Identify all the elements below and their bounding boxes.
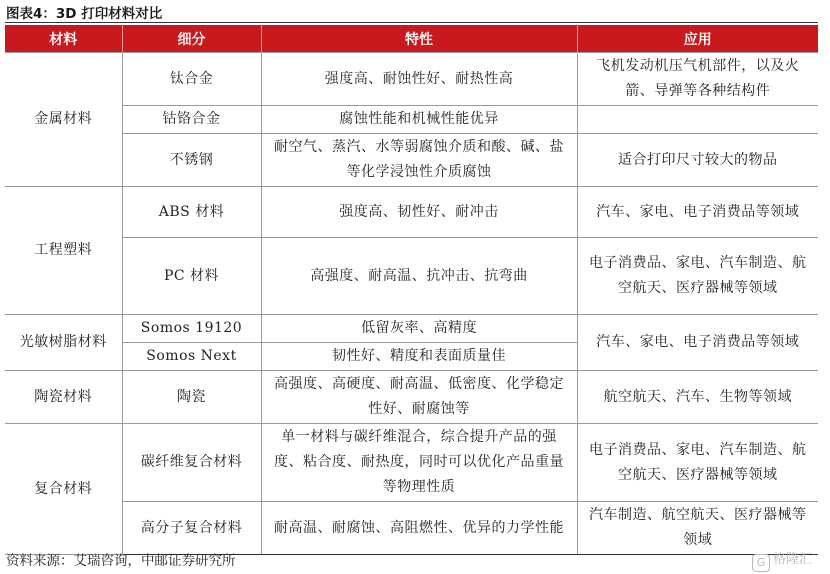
subcategory-cell: Somos Next [122, 343, 261, 371]
application-cell: 电子消费品、家电、汽车制造、航空航天、医疗器械等领域 [577, 424, 818, 502]
feature-cell: 腐蚀性能和机械性能优异 [261, 106, 577, 134]
subcategory-cell: 不锈钢 [122, 134, 261, 187]
application-cell: 汽车制造、航空航天、医疗器械等领域 [577, 502, 818, 555]
table-row [5, 371, 818, 424]
watermark-text: 格隆汇 [773, 552, 813, 567]
material-cell: 金属材料 [5, 53, 122, 187]
application-cell [577, 106, 818, 134]
application-cell: 汽车、家电、电子消费品等领域 [577, 187, 818, 238]
material-cell: 光敏树脂材料 [5, 315, 122, 371]
source-note: 资料来源：艾瑞咨询，中邮证券研究所 [6, 553, 236, 569]
subcategory-cell: 钴铬合金 [122, 106, 261, 134]
subcategory-cell: 高分子复合材料 [122, 502, 261, 555]
header-subcategory: 细分 [122, 25, 261, 53]
header-application: 应用 [577, 25, 818, 53]
subcategory-cell: ABS 材料 [122, 187, 261, 238]
feature-cell: 耐空气、蒸汽、水等弱腐蚀介质和酸、碱、盐等化学浸蚀性介质腐蚀 [261, 134, 577, 187]
table-row [5, 238, 818, 315]
watermark [752, 548, 812, 572]
feature-cell: 耐高温、耐腐蚀、高阻燃性、优异的力学性能 [261, 502, 577, 555]
material-cell: 复合材料 [5, 424, 122, 555]
feature-cell: 高强度、耐高温、抗冲击、抗弯曲 [261, 238, 577, 315]
application-cell: 适合打印尺寸较大的物品 [577, 134, 818, 187]
table-row [5, 106, 818, 134]
application-cell: 航空航天、汽车、生物等领域 [577, 371, 818, 424]
subcategory-cell: 陶瓷 [122, 371, 261, 424]
feature-cell: 强度高、耐蚀性好、耐热性高 [261, 53, 577, 106]
subcategory-cell: 钛合金 [122, 53, 261, 106]
subcategory-cell: Somos 19120 [122, 315, 261, 343]
feature-cell: 低留灰率、高精度 [261, 315, 577, 343]
application-cell: 汽车、家电、电子消费品等领域 [577, 315, 818, 371]
application-cell: 飞机发动机压气机部件，以及火箭、导弹等各种结构件 [577, 53, 818, 106]
table-row [5, 53, 818, 106]
materials-table [5, 25, 818, 555]
figure-title: 图表4：3D 打印材料对比 [6, 6, 163, 22]
table-row [5, 134, 818, 187]
table-row [5, 424, 818, 502]
feature-cell: 强度高、韧性好、耐冲击 [261, 187, 577, 238]
subcategory-cell: PC 材料 [122, 238, 261, 315]
feature-cell: 韧性好、精度和表面质量佳 [261, 343, 577, 371]
watermark-logo-icon: G [752, 554, 770, 572]
application-cell: 电子消费品、家电、汽车制造、航空航天、医疗器械等领域 [577, 238, 818, 315]
header-material: 材料 [5, 25, 122, 53]
feature-cell: 高强度、高硬度、耐高温、低密度、化学稳定性好、耐腐蚀等 [261, 371, 577, 424]
material-cell: 工程塑料 [5, 187, 122, 315]
header-feature: 特性 [261, 25, 577, 53]
title-rule [5, 22, 818, 23]
feature-cell: 单一材料与碳纤维混合，综合提升产品的强度、粘合度、耐热度，同时可以优化产品重量等物理性质 [261, 424, 577, 502]
table-row [5, 315, 818, 343]
table-row [5, 187, 818, 238]
subcategory-cell: 碳纤维复合材料 [122, 424, 261, 502]
header-row [5, 25, 818, 53]
table-row [5, 502, 818, 555]
material-cell: 陶瓷材料 [5, 371, 122, 424]
